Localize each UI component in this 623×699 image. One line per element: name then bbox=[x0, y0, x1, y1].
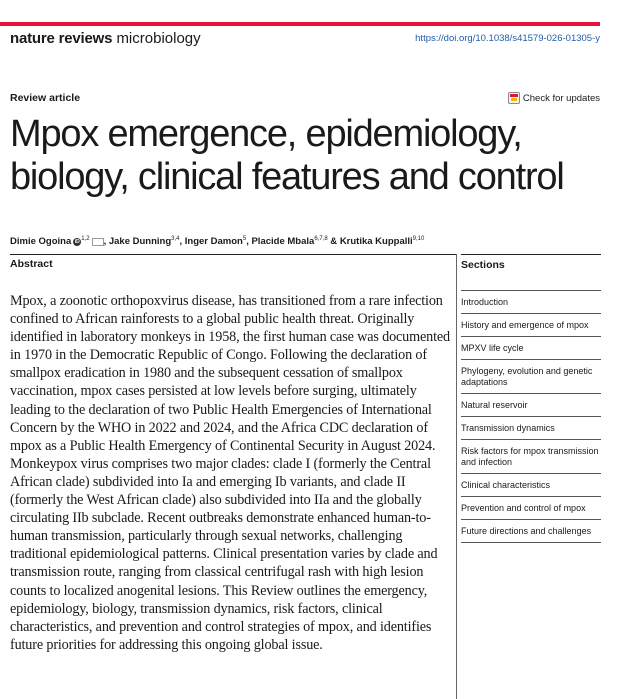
doi-link[interactable]: https://doi.org/10.1038/s41579-026-01305-y bbox=[415, 33, 600, 44]
author-name[interactable]: Dimie Ogoina bbox=[10, 236, 72, 248]
section-link-future[interactable]: Future directions and challenges bbox=[461, 520, 601, 543]
author-list: Dimie Ogoina iD $^{1,2}$ , Jake Dunning$^{3,4}$, Inger Damon$^5$, Placide Mbala$^{6,7,8}$ & Krutika Kuppalli$^{9,10}$ bbox=[10, 236, 425, 248]
section-link-risk-factors[interactable]: Risk factors for mpox transmission and infection bbox=[461, 440, 601, 474]
author-affiliation: 3,4 bbox=[171, 236, 180, 242]
author-name[interactable]: Krutika Kuppalli bbox=[339, 236, 413, 248]
author-name[interactable]: Inger Damon bbox=[184, 236, 243, 248]
check-updates-button[interactable] bbox=[508, 92, 600, 104]
author-name[interactable]: Jake Dunning bbox=[108, 236, 172, 248]
section-link-transmission[interactable]: Transmission dynamics bbox=[461, 417, 601, 440]
sections-rule bbox=[461, 254, 601, 255]
column-divider bbox=[456, 254, 457, 699]
check-updates-icon bbox=[508, 92, 520, 104]
orcid-icon[interactable]: iD bbox=[74, 238, 80, 245]
section-link-reservoir[interactable]: Natural reservoir bbox=[461, 394, 601, 417]
author-affiliation: 6,7,8 bbox=[314, 236, 328, 242]
author-affiliation: 1,2 bbox=[81, 236, 90, 242]
check-updates-label: Check for updates bbox=[522, 92, 600, 104]
author-name[interactable]: Placide Mbala bbox=[251, 236, 315, 248]
title-line-1: Mpox emergence, epidemiology, bbox=[10, 113, 522, 155]
section-link-clinical[interactable]: Clinical characteristics bbox=[461, 474, 601, 497]
section-link-introduction[interactable]: Introduction bbox=[461, 291, 601, 314]
sections-heading: Sections bbox=[461, 259, 505, 271]
author-affiliation: 9,10 bbox=[412, 236, 425, 242]
brand-light: microbiology bbox=[116, 30, 201, 47]
section-link-prevention[interactable]: Prevention and control of mpox bbox=[461, 497, 601, 520]
article-title bbox=[10, 113, 610, 199]
journal-accent-bar bbox=[0, 22, 600, 26]
mail-icon[interactable] bbox=[92, 238, 104, 246]
abstract-rule bbox=[10, 254, 456, 255]
section-link-life-cycle[interactable]: MPXV life cycle bbox=[461, 337, 601, 360]
brand-bold: nature reviews bbox=[10, 30, 113, 47]
abstract-text: Mpox, a zoonotic orthopoxvirus disease, has transitioned from a rare infection confined to African rainforests to a global public health threat. Originally identified in laboratory monkeys in 1958, the first human case was documented in 1970 in the Democratic Republic of Congo. Following the declaration of smallpox eradication in 1980 and the subsequent cessation of smallpox vaccination, mpox cases persisted at low levels before surging, ultimately leading to the declaration of two Public Health Emergencies of International Concern by the WHO in 2022 and 2024, and the Africa CDC declaration of mpox as a Public Health Emergency of Continental Security in August 2024. Monkeypox virus comprises two major clades: clade I (formerly the Central African clade) subdivided into Ia and emerging Ib variants, and clade II (formerly the West African clade) also subdivided into IIa and the globally circulating IIb subclade. Recent outbreaks demonstrate enhanced human-to-human transmission, particularly through sexual networks, challenging traditional epidemiological patterns. Clinical presentation varies by clade and transmission route, ranging from classical centrifugal rash with high lesion counts to localized anogenital lesions. This Review outlines the emergency, epidemiology, biology, transmission dynamics, risk factors, clinical characteristics, and prevention and control strategies of mpox, and identifies future priorities for addressing this ongoing global issue. bbox=[10, 293, 450, 653]
article-type: Review article bbox=[10, 92, 81, 104]
section-link-history[interactable]: History and emergence of mpox bbox=[461, 314, 601, 337]
abstract-heading: Abstract bbox=[10, 258, 53, 270]
author-affiliation: 5 bbox=[242, 236, 247, 242]
section-link-phylogeny[interactable]: Phylogeny, evolution and genetic adaptations bbox=[461, 360, 601, 394]
title-line-2: biology, clinical features and control bbox=[10, 156, 564, 198]
journal-brand[interactable] bbox=[10, 30, 201, 47]
sections-list bbox=[461, 290, 601, 543]
